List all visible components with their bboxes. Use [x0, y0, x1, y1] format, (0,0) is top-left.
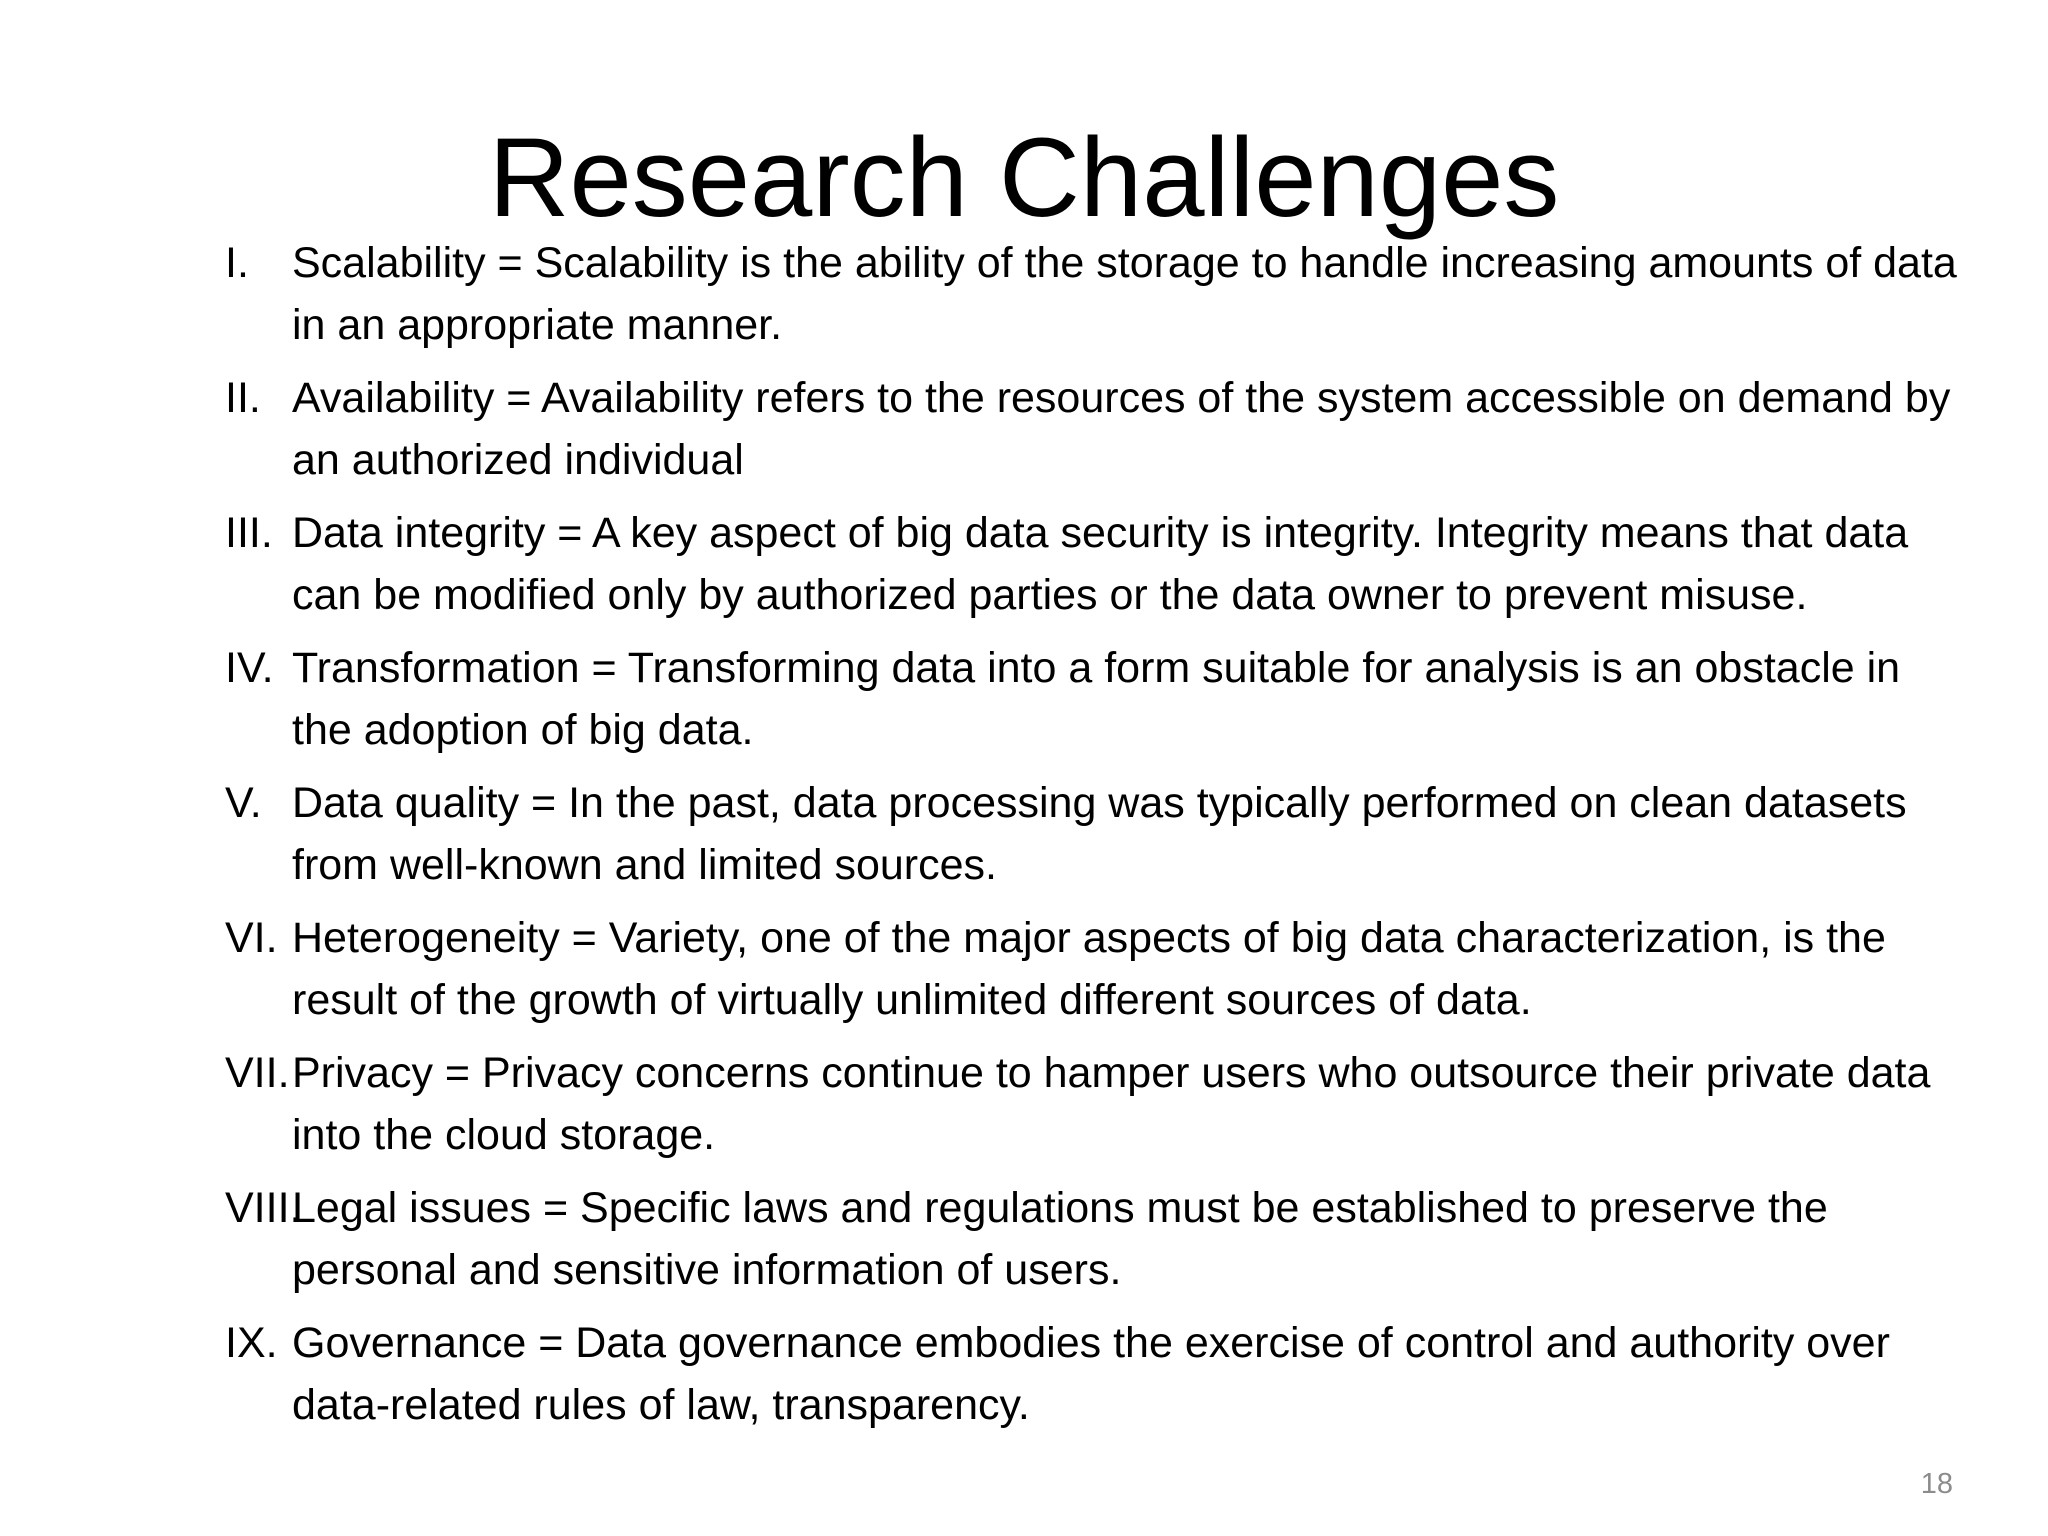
item-numeral: IV. [225, 644, 274, 692]
challenge-item-availability [225, 367, 1965, 491]
challenge-item-legal-issues [225, 1177, 1965, 1301]
item-numeral: V. [225, 779, 262, 827]
page-number: 18 [1920, 1468, 1953, 1500]
item-text: Transformation = Transforming data into a form suitable for analysis is an obstacle in the adoption of big data. [292, 644, 1901, 754]
challenge-item-scalability [225, 232, 1965, 356]
item-text: Governance = Data governance embodies the exercise of control and authority over data-related rules of law, transparency. [292, 1319, 1890, 1429]
item-numeral: VII. [225, 1049, 290, 1097]
item-numeral: I. [225, 239, 249, 287]
item-text: Privacy = Privacy concerns continue to hamper users who outsource their private data into the cloud storage. [292, 1049, 1931, 1159]
item-numeral: VIII. [225, 1184, 302, 1232]
challenge-item-heterogeneity [225, 907, 1965, 1031]
item-numeral: VI. [225, 914, 278, 962]
item-text: Heterogeneity = Variety, one of the major aspects of big data characterization, is the result of the growth of virtually unlimited different sources of data. [292, 914, 1886, 1024]
challenge-item-data-integrity [225, 502, 1965, 626]
challenge-list [225, 232, 1965, 1447]
item-numeral: III. [225, 509, 273, 557]
item-text: Data integrity = A key aspect of big data security is integrity. Integrity means that data can be modified only by authorized parties or the data owner to prevent misuse. [292, 509, 1909, 619]
item-text: Legal issues = Specific laws and regulations must be established to preserve the personal and sensitive information of users. [292, 1184, 1828, 1294]
item-numeral: IX. [225, 1319, 278, 1367]
challenge-item-transformation [225, 637, 1965, 761]
item-text: Scalability = Scalability is the ability of the storage to handle increasing amounts of data in an appropriate manner. [292, 239, 1957, 349]
challenge-item-privacy [225, 1042, 1965, 1166]
item-text: Data quality = In the past, data processing was typically performed on clean datasets from well-known and limited sources. [292, 779, 1907, 889]
item-text: Availability = Availability refers to the resources of the system accessible on demand by an authorized individual [292, 374, 1951, 484]
challenge-item-governance [225, 1312, 1965, 1436]
challenge-item-data-quality [225, 772, 1965, 896]
item-numeral: II. [225, 374, 261, 422]
slide-title: Research Challenges [488, 115, 1560, 241]
